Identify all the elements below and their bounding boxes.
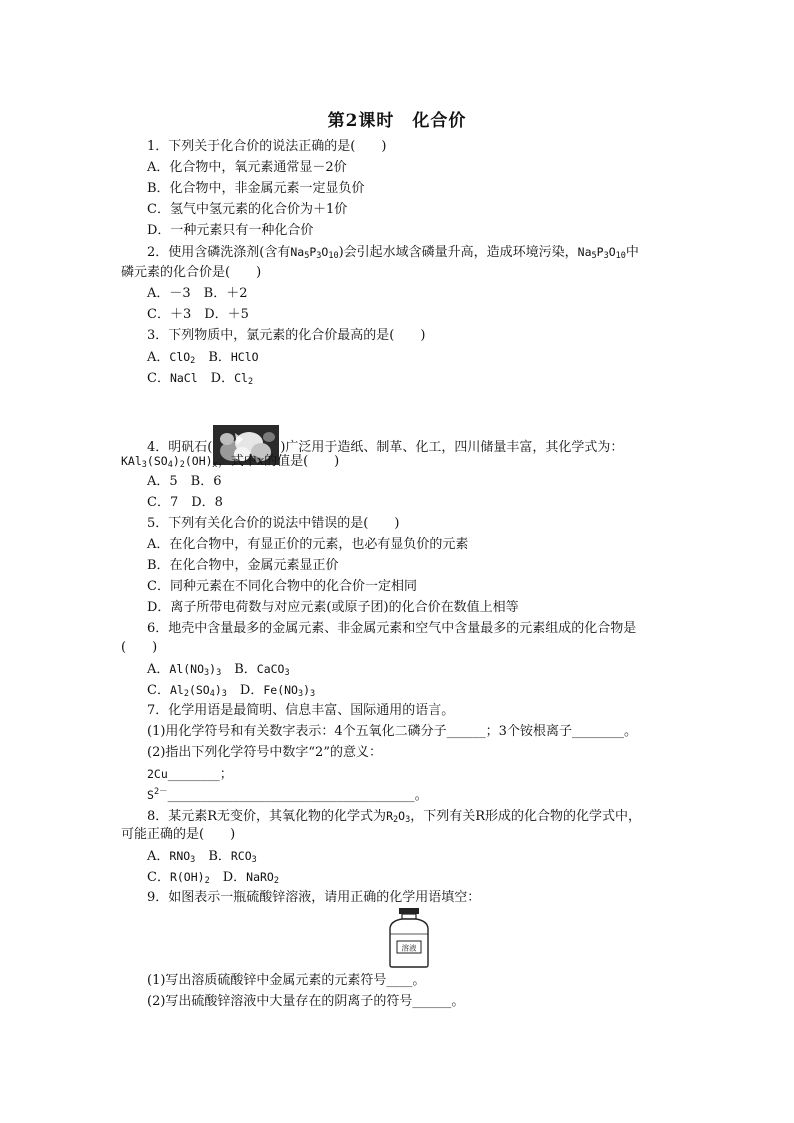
q1-option-b: B．化合物中，非金属元素一定显负价 (147, 181, 365, 196)
q8-options-ab: A．$RNO_3$ B．$RCO_3$ (147, 849, 257, 865)
q7-s-line: $S^{2-}\_\_\_\_\_\_\_\_\_\_\_\_\_\_\_\_\_\_\_\_\_\_\_\_\_\_\_\_\_\_\_\_\_\_\_\_\_\_$。 (147, 787, 428, 803)
q3-stem: 3．下列物质中，氯元素的化合价最高的是( ) (147, 328, 426, 343)
q2-options-ab: A．－3 B．＋2 (147, 286, 248, 301)
q7-part1: (1)用化学符号和有关数字表示：4个五氧化二磷分子______；3个铵根离子________。 (147, 724, 637, 739)
q1-option-c: C．氢气中氢元素的化合价为＋1价 (147, 202, 348, 217)
q1-option-a: A．化合物中，氧元素通常显－2价 (147, 160, 347, 175)
q7-stem: 7．化学用语是最简明、信息丰富、国际通用的语言。 (147, 703, 455, 718)
q8-options-cd: C．$R(OH)_2$ D．NaRO$_2$ (147, 870, 279, 886)
q7-cu-line: 2Cu________； (147, 767, 233, 782)
q3-options-ab: A．ClO$_2$ B．HClO (147, 350, 259, 366)
q2-stem: 2．使用含磷洗涤剂(含有$Na_5P_3O_{10}$)会引起水域含磷量升高，造成环境污染，$Na_5P_3O_{10}$中 (147, 245, 639, 261)
q9-part1: (1)写出溶质硫酸锌中金属元素的元素符号____。 (147, 973, 426, 988)
q3-options-cd: C．NaCl D．$Cl_2$ (147, 371, 254, 387)
q8-stem-line2: 可能正确的是( ) (121, 827, 236, 842)
q6-stem: 6．地壳中含量最多的金属元素、非金属元素和空气中含量最多的元素组成的化合物是 (147, 621, 637, 636)
q4-stem: 4．明矾石( )广泛用于造纸、制革、化工，四川储量丰富，其化学式为： (147, 425, 623, 465)
q2-stem-line2: 磷元素的化合价是( ) (121, 265, 262, 280)
q4-formula-line: $KAl_3(SO_4)_2(OH)_x$，式中x的值是( ) (121, 454, 340, 470)
q6-options-cd: C．$Al_2(SO_4)_3$ D．$Fe(NO_3)_3$ (147, 683, 316, 699)
q5-option-d: D．离子所带电荷数与对应元素(或原子团)的化合价在数值上相等 (147, 600, 519, 615)
q4-options-ab: A．5 B．6 (147, 474, 222, 489)
q5-option-b: B．在化合物中，金属元素显正价 (147, 558, 339, 573)
solution-bottle-illustration (386, 907, 432, 969)
page-title: 第2课时 化合价 (327, 111, 467, 131)
q5-option-a: A．在化合物中，有显正价的元素，也必有显负价的元素 (147, 537, 469, 552)
q6-options-ab: A．$Al(NO_3)_3$ B．CaCO$_3$ (147, 662, 290, 678)
q7-part2: (2)指出下列化学符号中数字“2”的意义： (147, 745, 382, 760)
q2-options-cd: C．＋3 D．＋5 (147, 307, 249, 322)
q5-option-c: C．同种元素在不同化合物中的化合价一定相同 (147, 579, 417, 594)
q6-paren: ( ) (121, 640, 158, 655)
q4-options-cd: C．7 D．8 (147, 495, 223, 510)
q9-part2: (2)写出硫酸锌溶液中大量存在的阴离子的符号______。 (147, 994, 465, 1009)
q5-stem: 5．下列有关化合价的说法中错误的是( ) (147, 516, 400, 531)
q9-stem: 9．如图表示一瓶硫酸锌溶液，请用正确的化学用语填空： (147, 890, 481, 905)
q8-stem: 8．某元素R无变价，其氧化物的化学式为$R_2O_3$，下列有关R形成的化合物的化学式中， (147, 809, 641, 825)
q1-stem: 1．下列关于化合价的说法正确的是( ) (147, 139, 387, 154)
bottle-label: 溶液 (401, 943, 417, 953)
q1-option-d: D．一种元素只有一种化合价 (147, 223, 314, 238)
